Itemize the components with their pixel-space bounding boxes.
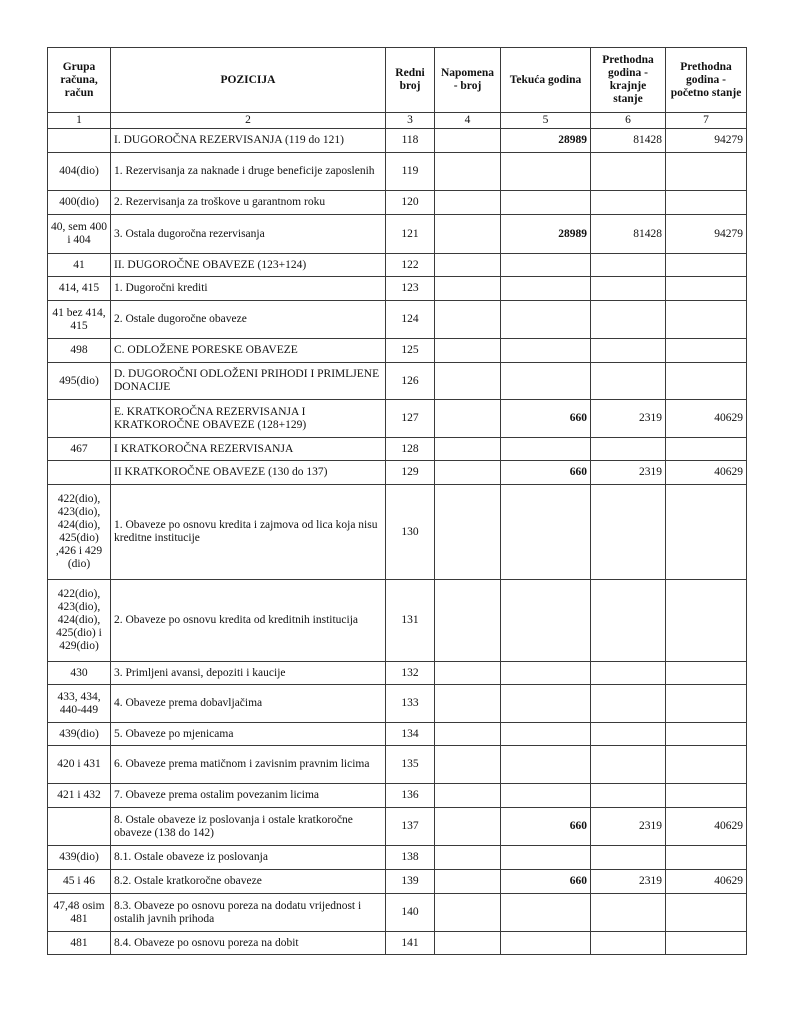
ordinal-number-cell: 132 bbox=[386, 662, 435, 685]
ordinal-number-cell: 120 bbox=[386, 191, 435, 215]
prev-year-end-cell: 2319 bbox=[591, 461, 666, 485]
ordinal-number-cell: 134 bbox=[386, 723, 435, 746]
prev-year-end-cell bbox=[591, 277, 666, 301]
position-cell: 5. Obaveze po mjenicama bbox=[111, 723, 386, 746]
prev-year-end-cell bbox=[591, 254, 666, 277]
table-row bbox=[48, 932, 747, 955]
current-year-cell bbox=[501, 485, 591, 580]
account-group-cell: 400(dio) bbox=[48, 191, 111, 215]
prev-year-end-cell bbox=[591, 485, 666, 580]
note-number-cell bbox=[435, 277, 501, 301]
note-number-cell bbox=[435, 662, 501, 685]
prev-year-start-cell: 40629 bbox=[666, 870, 747, 894]
table-row bbox=[48, 400, 747, 438]
position-cell: 2. Ostale dugoročne obaveze bbox=[111, 301, 386, 339]
note-number-cell bbox=[435, 254, 501, 277]
table-row bbox=[48, 191, 747, 215]
ordinal-number-cell: 122 bbox=[386, 254, 435, 277]
ordinal-number-cell: 141 bbox=[386, 932, 435, 955]
table-row bbox=[48, 254, 747, 277]
ordinal-number-cell: 133 bbox=[386, 685, 435, 723]
current-year-cell bbox=[501, 723, 591, 746]
prev-year-start-cell: 40629 bbox=[666, 461, 747, 485]
position-cell: 8.3. Obaveze po osnovu poreza na dodatu vrijednost i ostalih javnih prihoda bbox=[111, 894, 386, 932]
note-number-cell bbox=[435, 580, 501, 662]
ordinal-number-cell: 124 bbox=[386, 301, 435, 339]
column-number: 7 bbox=[666, 113, 747, 129]
table-row bbox=[48, 438, 747, 461]
prev-year-end-cell bbox=[591, 723, 666, 746]
note-number-cell bbox=[435, 400, 501, 438]
prev-year-end-cell bbox=[591, 662, 666, 685]
account-group-cell: 422(dio), 423(dio), 424(dio), 425(dio) i 429(dio) bbox=[48, 580, 111, 662]
ordinal-number-cell: 118 bbox=[386, 129, 435, 153]
current-year-cell bbox=[501, 438, 591, 461]
current-year-cell bbox=[501, 784, 591, 808]
prev-year-start-cell bbox=[666, 894, 747, 932]
account-group-cell: 439(dio) bbox=[48, 723, 111, 746]
prev-year-start-cell bbox=[666, 932, 747, 955]
position-cell: II KRATKOROČNE OBAVEZE (130 do 137) bbox=[111, 461, 386, 485]
current-year-cell bbox=[501, 339, 591, 363]
note-number-cell bbox=[435, 215, 501, 254]
prev-year-end-cell bbox=[591, 438, 666, 461]
prev-year-start-cell bbox=[666, 339, 747, 363]
account-group-cell: 481 bbox=[48, 932, 111, 955]
current-year-cell: 660 bbox=[501, 870, 591, 894]
ordinal-number-cell: 135 bbox=[386, 746, 435, 784]
prev-year-end-cell bbox=[591, 894, 666, 932]
table-row bbox=[48, 215, 747, 254]
ordinal-number-cell: 138 bbox=[386, 846, 435, 870]
note-number-cell bbox=[435, 723, 501, 746]
prev-year-start-cell bbox=[666, 254, 747, 277]
ordinal-number-cell: 127 bbox=[386, 400, 435, 438]
current-year-cell bbox=[501, 685, 591, 723]
ordinal-number-cell: 129 bbox=[386, 461, 435, 485]
note-number-cell bbox=[435, 846, 501, 870]
prev-year-start-cell: 40629 bbox=[666, 400, 747, 438]
current-year-cell bbox=[501, 894, 591, 932]
prev-year-start-cell bbox=[666, 485, 747, 580]
table-row bbox=[48, 277, 747, 301]
prev-year-end-cell bbox=[591, 685, 666, 723]
prev-year-start-cell bbox=[666, 363, 747, 400]
position-cell: 8.4. Obaveze po osnovu poreza na dobit bbox=[111, 932, 386, 955]
prev-year-end-cell bbox=[591, 153, 666, 191]
ordinal-number-cell: 131 bbox=[386, 580, 435, 662]
position-cell: 1. Rezervisanja za naknade i druge beneficije zaposlenih bbox=[111, 153, 386, 191]
table-row bbox=[48, 808, 747, 846]
account-group-cell: 430 bbox=[48, 662, 111, 685]
note-number-cell bbox=[435, 894, 501, 932]
table-row bbox=[48, 153, 747, 191]
prev-year-end-cell bbox=[591, 191, 666, 215]
table-row bbox=[48, 662, 747, 685]
position-cell: 3. Primljeni avansi, depoziti i kaucije bbox=[111, 662, 386, 685]
header-position: POZICIJA bbox=[111, 48, 386, 113]
current-year-cell: 660 bbox=[501, 400, 591, 438]
position-cell: C. ODLOŽENE PORESKE OBAVEZE bbox=[111, 339, 386, 363]
prev-year-start-cell bbox=[666, 153, 747, 191]
prev-year-end-cell: 2319 bbox=[591, 870, 666, 894]
prev-year-start-cell bbox=[666, 784, 747, 808]
position-cell: 8. Ostale obaveze iz poslovanja i ostale kratkoročne obaveze (138 do 142) bbox=[111, 808, 386, 846]
prev-year-end-cell: 2319 bbox=[591, 400, 666, 438]
account-group-cell: 45 i 46 bbox=[48, 870, 111, 894]
note-number-cell bbox=[435, 685, 501, 723]
header-current-year: Tekuća godina bbox=[501, 48, 591, 113]
account-group-cell: 414, 415 bbox=[48, 277, 111, 301]
position-cell: 2. Obaveze po osnovu kredita od kreditnih institucija bbox=[111, 580, 386, 662]
account-group-cell: 495(dio) bbox=[48, 363, 111, 400]
ordinal-number-cell: 130 bbox=[386, 485, 435, 580]
column-number: 6 bbox=[591, 113, 666, 129]
account-group-cell: 422(dio), 423(dio), 424(dio), 425(dio) ,426 i 429 (dio) bbox=[48, 485, 111, 580]
position-cell: 3. Ostala dugoročna rezervisanja bbox=[111, 215, 386, 254]
ordinal-number-cell: 126 bbox=[386, 363, 435, 400]
current-year-cell: 660 bbox=[501, 808, 591, 846]
current-year-cell bbox=[501, 363, 591, 400]
note-number-cell bbox=[435, 438, 501, 461]
ordinal-number-cell: 136 bbox=[386, 784, 435, 808]
current-year-cell bbox=[501, 277, 591, 301]
column-number-row bbox=[48, 113, 747, 129]
prev-year-start-cell bbox=[666, 723, 747, 746]
prev-year-start-cell: 94279 bbox=[666, 129, 747, 153]
prev-year-start-cell bbox=[666, 846, 747, 870]
note-number-cell bbox=[435, 153, 501, 191]
position-cell: D. DUGOROČNI ODLOŽENI PRIHODI I PRIMLJENE DONACIJE bbox=[111, 363, 386, 400]
table-row bbox=[48, 129, 747, 153]
table-row bbox=[48, 685, 747, 723]
account-group-cell: 40, sem 400 i 404 bbox=[48, 215, 111, 254]
position-cell: 1. Obaveze po osnovu kredita i zajmova od lica koja nisu kreditne institucije bbox=[111, 485, 386, 580]
prev-year-end-cell bbox=[591, 301, 666, 339]
table-row bbox=[48, 363, 747, 400]
table-row bbox=[48, 485, 747, 580]
note-number-cell bbox=[435, 191, 501, 215]
account-group-cell: 467 bbox=[48, 438, 111, 461]
table-row bbox=[48, 894, 747, 932]
prev-year-end-cell bbox=[591, 784, 666, 808]
current-year-cell bbox=[501, 580, 591, 662]
header-prev-year-start: Prethodna godina - početno stanje bbox=[666, 48, 747, 113]
prev-year-start-cell bbox=[666, 438, 747, 461]
ordinal-number-cell: 140 bbox=[386, 894, 435, 932]
header-account-group: Grupa računa, račun bbox=[48, 48, 111, 113]
current-year-cell: 660 bbox=[501, 461, 591, 485]
prev-year-end-cell bbox=[591, 932, 666, 955]
prev-year-start-cell bbox=[666, 685, 747, 723]
ordinal-number-cell: 137 bbox=[386, 808, 435, 846]
note-number-cell bbox=[435, 301, 501, 339]
current-year-cell bbox=[501, 932, 591, 955]
account-group-cell bbox=[48, 400, 111, 438]
note-number-cell bbox=[435, 932, 501, 955]
account-group-cell: 41 bbox=[48, 254, 111, 277]
column-number: 5 bbox=[501, 113, 591, 129]
prev-year-start-cell bbox=[666, 301, 747, 339]
column-number: 2 bbox=[111, 113, 386, 129]
header-row bbox=[48, 48, 747, 113]
ordinal-number-cell: 139 bbox=[386, 870, 435, 894]
table-row bbox=[48, 746, 747, 784]
table-row bbox=[48, 301, 747, 339]
table-row bbox=[48, 339, 747, 363]
position-cell: 4. Obaveze prema dobavljačima bbox=[111, 685, 386, 723]
note-number-cell bbox=[435, 339, 501, 363]
current-year-cell bbox=[501, 301, 591, 339]
current-year-cell bbox=[501, 254, 591, 277]
current-year-cell bbox=[501, 846, 591, 870]
balance-sheet-table bbox=[47, 47, 747, 955]
table-row bbox=[48, 723, 747, 746]
prev-year-start-cell bbox=[666, 277, 747, 301]
account-group-cell: 420 i 431 bbox=[48, 746, 111, 784]
ordinal-number-cell: 119 bbox=[386, 153, 435, 191]
account-group-cell bbox=[48, 461, 111, 485]
note-number-cell bbox=[435, 485, 501, 580]
ordinal-number-cell: 125 bbox=[386, 339, 435, 363]
account-group-cell bbox=[48, 808, 111, 846]
table-row bbox=[48, 580, 747, 662]
table-row bbox=[48, 870, 747, 894]
table-row bbox=[48, 784, 747, 808]
note-number-cell bbox=[435, 363, 501, 400]
prev-year-start-cell: 40629 bbox=[666, 808, 747, 846]
position-cell: 8.1. Ostale obaveze iz poslovanja bbox=[111, 846, 386, 870]
column-number: 3 bbox=[386, 113, 435, 129]
account-group-cell: 433, 434, 440-449 bbox=[48, 685, 111, 723]
position-cell: 6. Obaveze prema matičnom i zavisnim pravnim licima bbox=[111, 746, 386, 784]
prev-year-end-cell: 81428 bbox=[591, 215, 666, 254]
note-number-cell bbox=[435, 461, 501, 485]
prev-year-end-cell bbox=[591, 580, 666, 662]
position-cell: 8.2. Ostale kratkoročne obaveze bbox=[111, 870, 386, 894]
prev-year-end-cell bbox=[591, 339, 666, 363]
prev-year-end-cell: 81428 bbox=[591, 129, 666, 153]
note-number-cell bbox=[435, 808, 501, 846]
prev-year-start-cell: 94279 bbox=[666, 215, 747, 254]
header-note-number: Napomena - broj bbox=[435, 48, 501, 113]
header-prev-year-end: Prethodna godina - krajnje stanje bbox=[591, 48, 666, 113]
prev-year-start-cell bbox=[666, 580, 747, 662]
account-group-cell bbox=[48, 129, 111, 153]
current-year-cell: 28989 bbox=[501, 215, 591, 254]
note-number-cell bbox=[435, 870, 501, 894]
prev-year-start-cell bbox=[666, 191, 747, 215]
note-number-cell bbox=[435, 129, 501, 153]
header-ordinal-number: Redni broj bbox=[386, 48, 435, 113]
ordinal-number-cell: 123 bbox=[386, 277, 435, 301]
ordinal-number-cell: 121 bbox=[386, 215, 435, 254]
current-year-cell bbox=[501, 662, 591, 685]
account-group-cell: 421 i 432 bbox=[48, 784, 111, 808]
account-group-cell: 439(dio) bbox=[48, 846, 111, 870]
prev-year-end-cell bbox=[591, 846, 666, 870]
account-group-cell: 47,48 osim 481 bbox=[48, 894, 111, 932]
column-number: 4 bbox=[435, 113, 501, 129]
position-cell: 7. Obaveze prema ostalim povezanim licima bbox=[111, 784, 386, 808]
current-year-cell bbox=[501, 153, 591, 191]
column-number: 1 bbox=[48, 113, 111, 129]
account-group-cell: 41 bez 414, 415 bbox=[48, 301, 111, 339]
table-row bbox=[48, 461, 747, 485]
account-group-cell: 498 bbox=[48, 339, 111, 363]
prev-year-end-cell bbox=[591, 363, 666, 400]
ordinal-number-cell: 128 bbox=[386, 438, 435, 461]
table-row bbox=[48, 846, 747, 870]
prev-year-end-cell bbox=[591, 746, 666, 784]
note-number-cell bbox=[435, 746, 501, 784]
position-cell: I. DUGOROČNA REZERVISANJA (119 do 121) bbox=[111, 129, 386, 153]
prev-year-end-cell: 2319 bbox=[591, 808, 666, 846]
note-number-cell bbox=[435, 784, 501, 808]
prev-year-start-cell bbox=[666, 662, 747, 685]
position-cell: II. DUGOROČNE OBAVEZE (123+124) bbox=[111, 254, 386, 277]
position-cell: 2. Rezervisanja za troškove u garantnom roku bbox=[111, 191, 386, 215]
position-cell: 1. Dugoročni krediti bbox=[111, 277, 386, 301]
current-year-cell: 28989 bbox=[501, 129, 591, 153]
current-year-cell bbox=[501, 191, 591, 215]
position-cell: I KRATKOROČNA REZERVISANJA bbox=[111, 438, 386, 461]
position-cell: E. KRATKOROČNA REZERVISANJA I KRATKOROČNE OBAVEZE (128+129) bbox=[111, 400, 386, 438]
account-group-cell: 404(dio) bbox=[48, 153, 111, 191]
prev-year-start-cell bbox=[666, 746, 747, 784]
current-year-cell bbox=[501, 746, 591, 784]
